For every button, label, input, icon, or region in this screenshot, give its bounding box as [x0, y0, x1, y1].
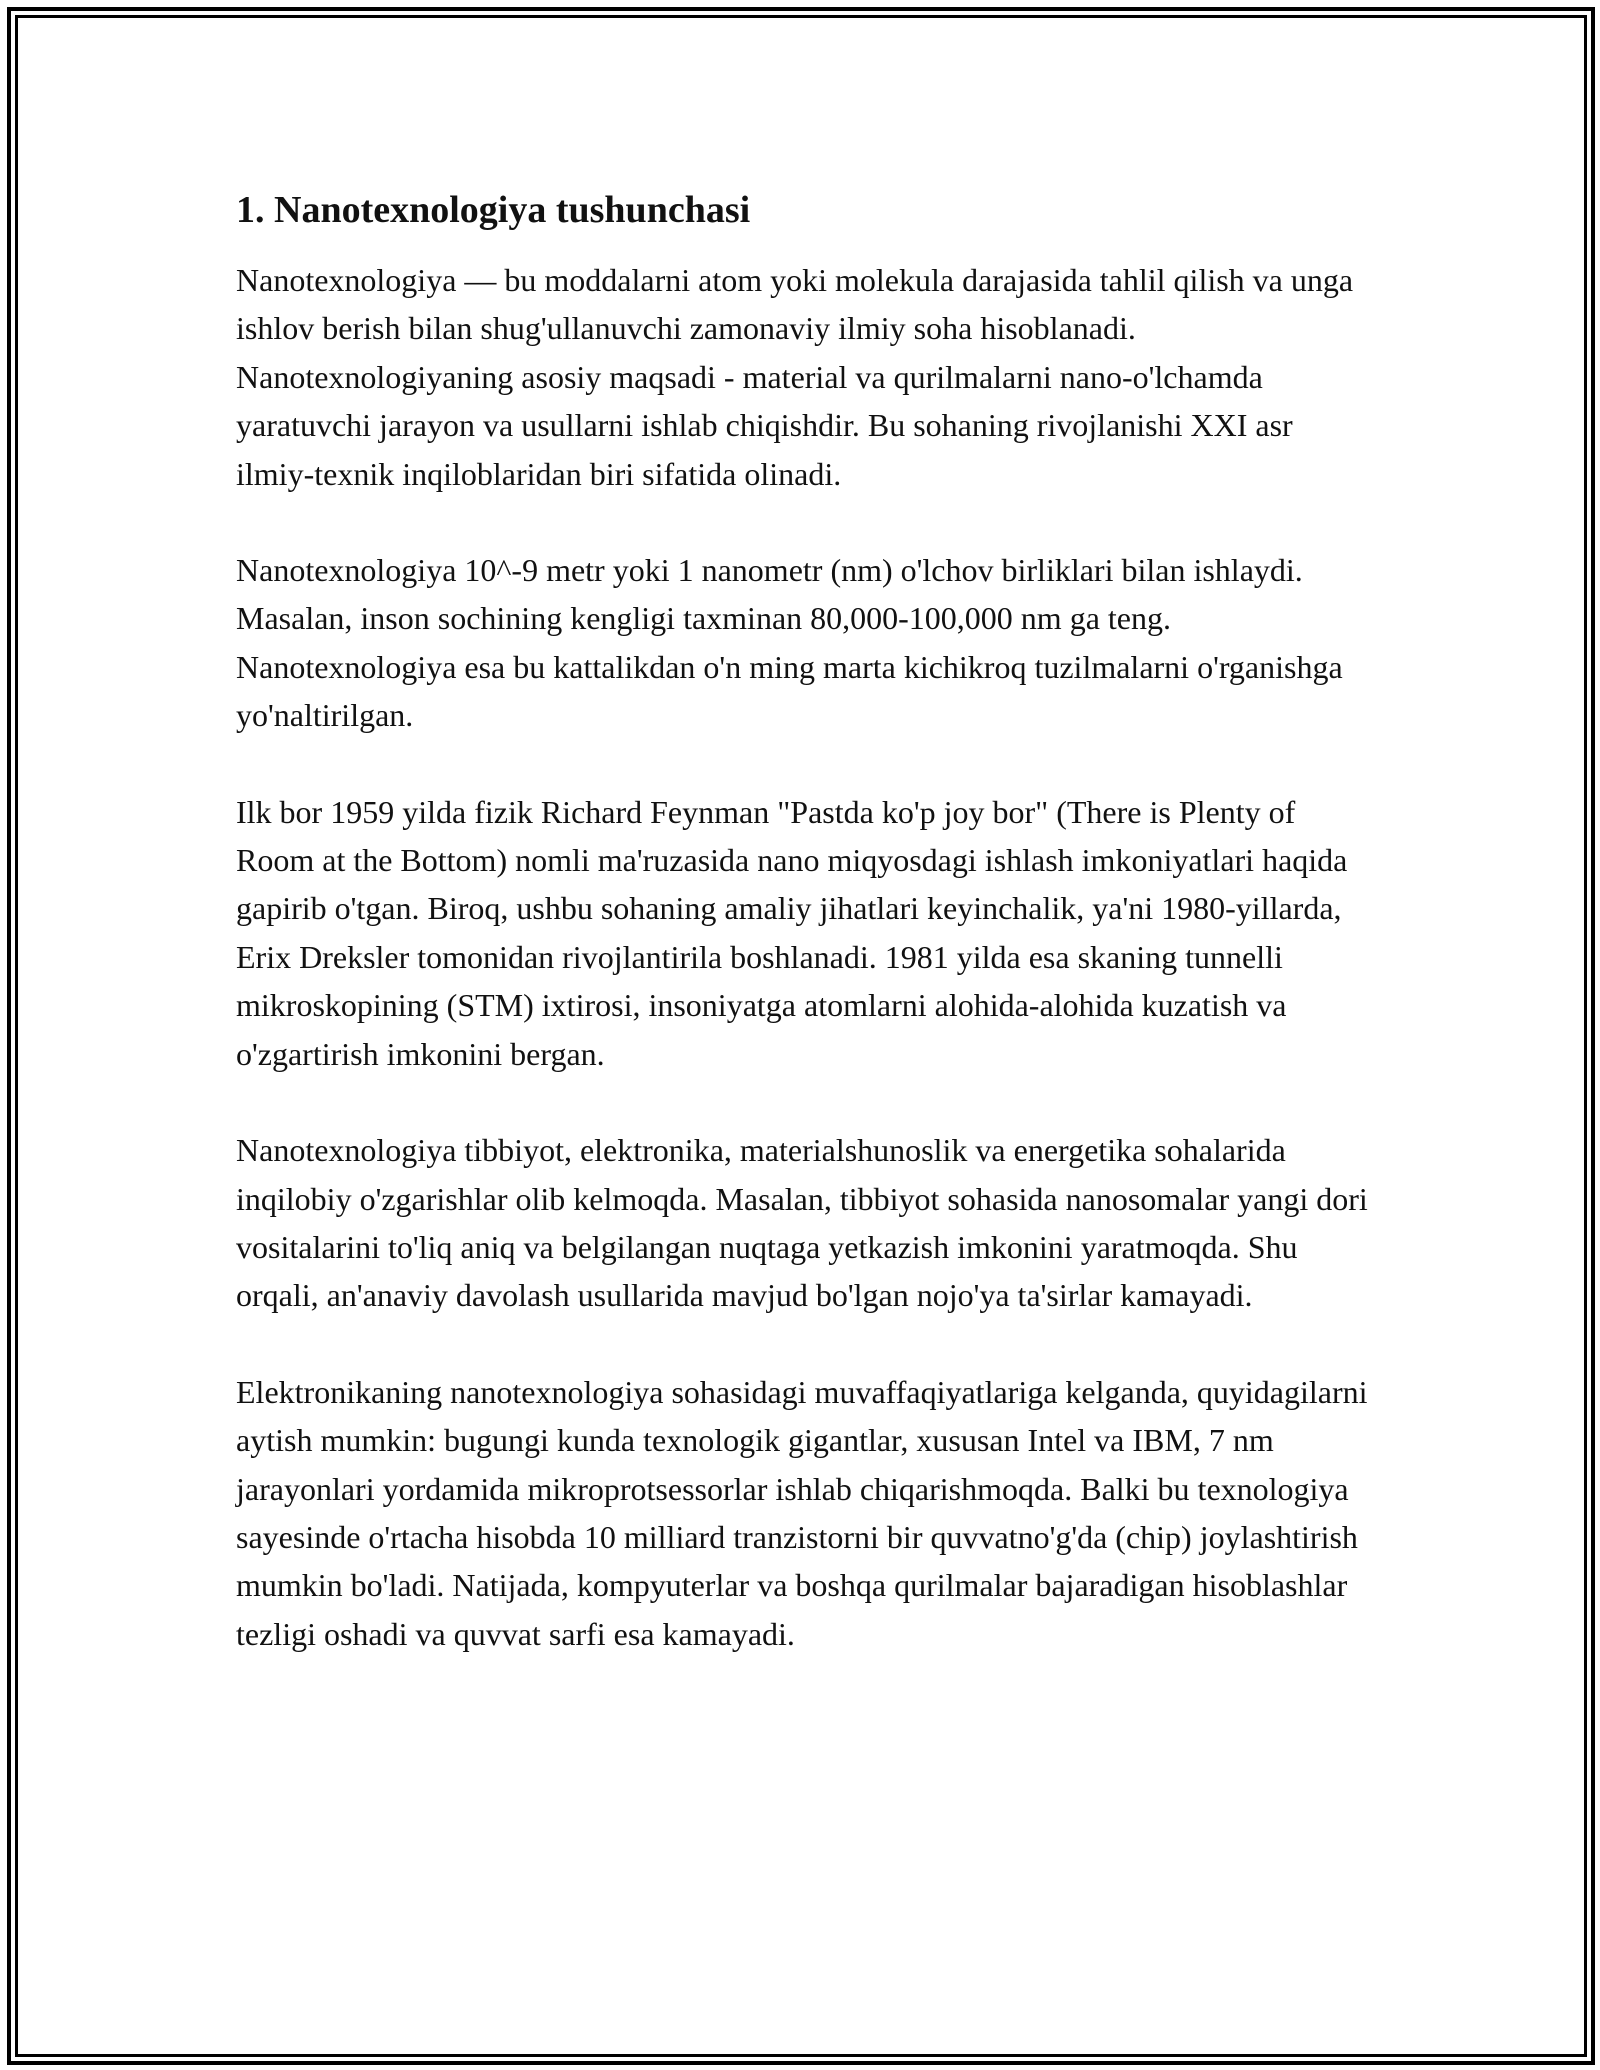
paragraph-history: Ilk bor 1959 yilda fizik Richard Feynman "Pastda ko'p joy bor" (There is Plenty of Room at the Bottom) nomli ma'ruzasida nano miqyosdagi ishlash imkoniyatlari haqida gapirib o'tgan. Biroq, ushbu sohaning amaliy jihatlari keyinchalik, ya'ni 1980-yillarda, Erix Dreksler tomonidan rivojlantirila boshlanadi. 1981 yilda esa skaning tunnelli mikroskopining (STM) ixtirosi, insoniyatga atomlarni alohida-alohida kuzatish va o'zgartirish imkonini bergan. [236, 793, 1348, 1072]
document-body [236, 186, 1376, 1706]
paragraph-applications: Nanotexnologiya tibbiyot, elektronika, materialshunoslik va energetika sohalarida inqilobiy o'zgarishlar olib kelmoqda. Masalan, tibbiyot sohasida nanosomalar yangi dori vositalarini to'liq aniq va belgilangan nuqtaga yetkazish imkonini yaratmoqda. Shu orqali, an'anaviy davolash usullarida mavjud bo'lgan nojo'ya ta'sirlar kamayadi. [236, 1132, 1368, 1314]
section-heading: 1. Nanotexnologiya tushunchasi [236, 189, 751, 231]
paragraph-electronics: Elektronikaning nanotexnologiya sohasidagi muvaffaqiyatlariga kelganda, quyidagilarni aytish mumkin: bugungi kunda texnologik gigantlar, xususan Intel va IBM, 7 nm jarayonlari yordamida mikroprotsessorlar ishlab chiqarishmoqda. Balki bu texnologiya sayesinde o'rtacha hisobda 10 milliard tranzistorni bir quvvatno'g'da (chip) joylashtirish mumkin bo'ladi. Natijada, kompyuterlar va boshqa qurilmalar bajaradigan hisoblashlar tezligi oshadi va quvvat sarfi esa kamayadi. [236, 1373, 1368, 1652]
paragraph-scale: Nanotexnologiya 10^-9 metr yoki 1 nanometr (nm) o'lchov birliklari bilan ishlaydi. Masalan, inson sochining kengligi taxminan 80,000-100,000 nm ga teng. Nanotexnologiya esa bu kattalikdan o'n ming marta kichikroq tuzilmalarni o'rganishga yo'naltirilgan. [236, 552, 1343, 734]
paragraph-definition: Nanotexnologiya — bu moddalarni atom yoki molekula darajasida tahlil qilish va unga ishlov berish bilan shug'ullanuvchi zamonaviy ilmiy soha hisoblanadi. Nanotexnologiyaning asosiy maqsadi - material va qurilmalarni nano-o'lchamda yaratuvchi jarayon va usullarni ishlab chiqishdir. Bu sohaning rivojlanishi XXI asr ilmiy-texnik inqiloblaridan biri sifatida olinadi. [236, 262, 1354, 492]
